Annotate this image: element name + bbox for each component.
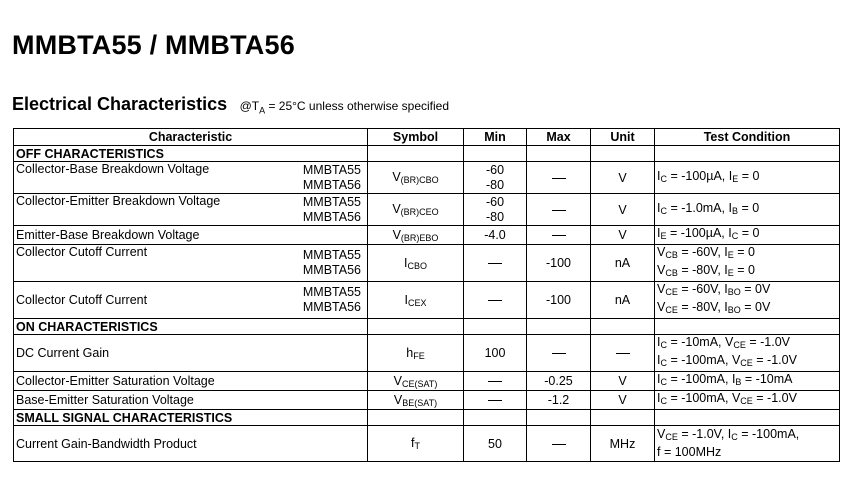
min-vcesat: [464, 372, 527, 391]
section-label-on: ON CHARACTERISTICS: [14, 319, 298, 335]
unit-ft: MHz: [591, 426, 655, 462]
electrical-characteristics-table: [13, 128, 840, 462]
characteristic-hfe: DC Current Gain: [14, 335, 298, 372]
characteristic-icex: Collector Cutoff Current: [14, 282, 298, 319]
condition-vbesat: $I_C = -100mA$, $V_{CE} = -1.0V$: [655, 391, 840, 410]
table-row: [14, 245, 840, 282]
header-max: Max: [527, 129, 591, 146]
dash-icon: [488, 381, 502, 382]
characteristic-vbesat: Base-Emitter Saturation Voltage: [14, 391, 298, 410]
unit-icbo: nA: [591, 245, 655, 282]
min-cbo: -60 -80: [464, 162, 527, 194]
condition-ceo: $I_C = -1.0mA$, $I_B = 0$: [655, 194, 840, 226]
min-vbesat: [464, 391, 527, 410]
min-ceo: -60 -80: [464, 194, 527, 226]
section-label-off: OFF CHARACTERISTICS: [14, 146, 298, 162]
max-cbo: [527, 162, 591, 194]
header-test-condition: Test Condition: [655, 129, 840, 146]
table-row: [14, 391, 840, 410]
section-title: Electrical Characteristics: [12, 94, 228, 114]
symbol-ebo: $V_{(BR)EBO}$: [368, 226, 464, 245]
max-vbesat: -1.2: [527, 391, 591, 410]
symbol-vcesat: $V_{CE(SAT)}$: [368, 372, 464, 391]
unit-ceo: V: [591, 194, 655, 226]
table-row: [14, 226, 840, 245]
part-numbers: MMBTA55 MMBTA56: [298, 282, 368, 319]
min-hfe: 100: [464, 335, 527, 372]
header-symbol: Symbol: [368, 129, 464, 146]
section-label-small-signal: SMALL SIGNAL CHARACTERISTICS: [14, 410, 298, 426]
header-characteristic: Characteristic: [14, 129, 368, 146]
condition-ft: $V_{CE} = -1.0V$, $I_C = -100mA$, f = 100MHz: [655, 426, 840, 462]
part-numbers: MMBTA55 MMBTA56: [298, 245, 368, 282]
dash-icon: [488, 263, 502, 264]
min-ft: 50: [464, 426, 527, 462]
document-title: MMBTA55 / MMBTA56: [12, 30, 295, 60]
section-header: [12, 94, 449, 115]
condition-cbo: $I_C = -100\mu A$, $I_E = 0$: [655, 162, 840, 194]
unit-ebo: V: [591, 226, 655, 245]
condition-ebo: $I_E = -100\mu A$, $I_C = 0$: [655, 226, 840, 245]
dash-icon: [488, 400, 502, 401]
min-icex: [464, 282, 527, 319]
characteristic-icbo: Collector Cutoff Current: [14, 245, 298, 282]
max-icbo: -100: [527, 245, 591, 282]
table-row: [14, 282, 840, 319]
max-icex: -100: [527, 282, 591, 319]
characteristic-ft: Current Gain-Bandwidth Product: [14, 426, 298, 462]
dash-icon: [552, 444, 566, 445]
header-unit: Unit: [591, 129, 655, 146]
symbol-cbo: $V_{(BR)CBO}$: [368, 162, 464, 194]
symbol-icex: $I_{CEX}$: [368, 282, 464, 319]
part-numbers: MMBTA55 MMBTA56: [298, 194, 368, 226]
dash-icon: [616, 353, 630, 354]
table-row: [14, 372, 840, 391]
unit-icex: nA: [591, 282, 655, 319]
section-row-off: [14, 146, 840, 162]
characteristic-vcesat: Collector-Emitter Saturation Voltage: [14, 372, 298, 391]
dash-icon: [552, 210, 566, 211]
max-ceo: [527, 194, 591, 226]
table-row: [14, 194, 840, 226]
symbol-vbesat: $V_{BE(SAT)}$: [368, 391, 464, 410]
table-row: [14, 162, 840, 194]
min-icbo: [464, 245, 527, 282]
unit-vbesat: V: [591, 391, 655, 410]
characteristic-cbo: Collector-Base Breakdown Voltage: [14, 162, 298, 194]
table-row: [14, 426, 840, 462]
min-ebo: -4.0: [464, 226, 527, 245]
part-numbers: MMBTA55 MMBTA56: [298, 162, 368, 194]
dash-icon: [552, 235, 566, 236]
characteristic-ceo: Collector-Emitter Breakdown Voltage: [14, 194, 298, 226]
symbol-ft: $f_T$: [368, 426, 464, 462]
condition-icbo: $V_{CB} = -60V$, $I_E = 0$ $V_{CB} = -80V$, $I_E = 0$: [655, 245, 840, 282]
condition-vcesat: $I_C = -100mA$, $I_B = -10mA$: [655, 372, 840, 391]
max-hfe: [527, 335, 591, 372]
dash-icon: [552, 353, 566, 354]
condition-icex: $V_{CE} = -60V$, $I_{BO} = 0V$ $V_{CE} = -80V$, $I_{BO} = 0V$: [655, 282, 840, 319]
header-min: Min: [464, 129, 527, 146]
symbol-ceo: $V_{(BR)CEO}$: [368, 194, 464, 226]
section-row-on: [14, 319, 840, 335]
unit-cbo: V: [591, 162, 655, 194]
dash-icon: [552, 178, 566, 179]
condition-hfe: $I_C = -10mA$, $V_{CE} = -1.0V$ $I_C = -100mA$, $V_{CE} = -1.0V$: [655, 335, 840, 372]
max-ebo: [527, 226, 591, 245]
dash-icon: [488, 300, 502, 301]
temperature-condition: $@T_A = 25^\circ C$ unless otherwise specified: [239, 99, 450, 116]
section-row-small-signal: [14, 410, 840, 426]
symbol-icbo: $I_{CBO}$: [368, 245, 464, 282]
table-header-row: [14, 129, 840, 146]
unit-vcesat: V: [591, 372, 655, 391]
unit-hfe: [591, 335, 655, 372]
table-row: [14, 335, 840, 372]
max-vcesat: -0.25: [527, 372, 591, 391]
symbol-hfe: $h_{FE}$: [368, 335, 464, 372]
max-ft: [527, 426, 591, 462]
characteristic-ebo: Emitter-Base Breakdown Voltage: [14, 226, 298, 245]
